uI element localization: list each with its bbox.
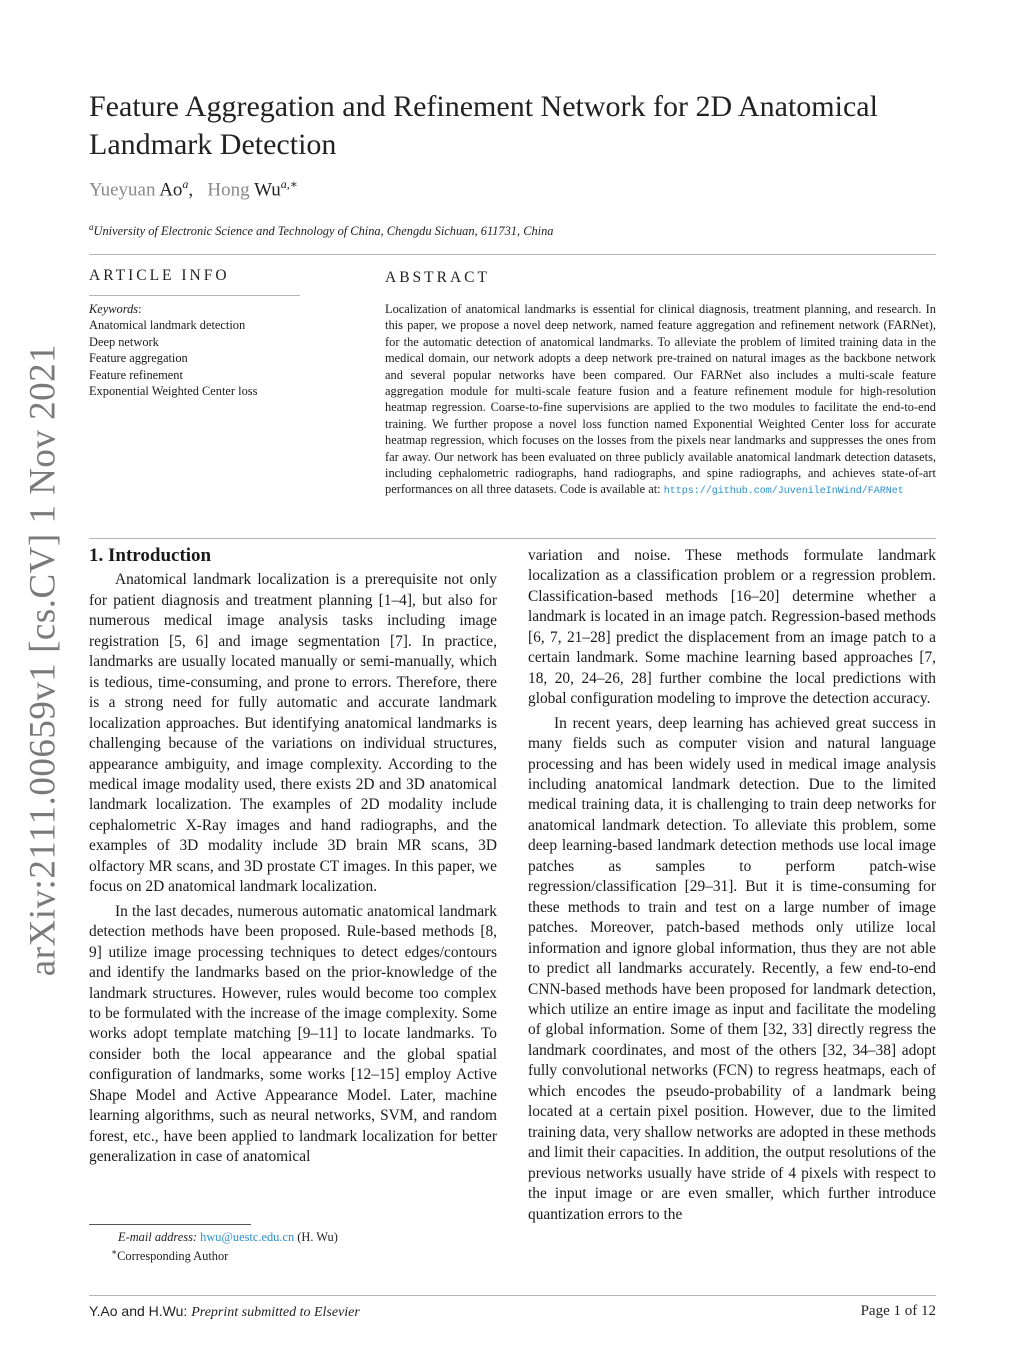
footer-divider: [89, 1295, 936, 1296]
left-column: [89, 546, 497, 1168]
keywords-block: [89, 301, 309, 399]
code-url-link[interactable]: https://github.com/JuvenileInWind/FARNet: [663, 486, 904, 498]
code-availability-prefix: Code is available at:: [559, 482, 664, 497]
email-link[interactable]: hwu@uestc.edu.cn: [200, 1230, 295, 1244]
intro-paragraph-1: Anatomical landmark localization is a prerequisite not only for patient diagnosis and treatment planning [1–4], but also for numerous medical image analysis tasks including image registration [5, 6] and image segmentation [7]. In practice, landmarks are usually located manually or semi-manually, which is tedious, time-consuming, and prone to errors. Therefore, there is a strong need for fully automatic and accurate landmark localization approaches. But identifying anatomical landmarks is challenging because of the variations on individual structures, appearance ambiguity, and image complexity. According to the medical image modality used, there exists 2D and 3D anatomical landmark localization. The examples of 2D modality include cephalometric X-Ray images and hand radiographs, and the examples of 3D modality include 3D brain MR scans, 3D olfactory MR scans, and 3D prostate CT images. In this paper, we focus on 2D anatomical landmark localization.: [89, 571, 497, 896]
page-number: Page 1 of 12: [860, 1303, 936, 1319]
author1-given-name: Yueyuan: [89, 179, 156, 201]
corresponding-mark: ∗: [111, 1247, 118, 1257]
footnote-corresponding: [111, 1247, 228, 1264]
keyword-item: Anatomical landmark detection: [89, 318, 246, 333]
footnote-email: [118, 1230, 338, 1245]
intro-paragraph-2: In the last decades, numerous automatic anatomical landmark detection methods have been proposed. Rule-based methods [8, 9] utilize image processing techniques to detect edges/contours and identify the landmarks based on the prior-knowledge of the landmark structures. However, rules would become too complex to be formulated with the increase of the image complexity. Some works adopt template matching [9–11] to locate landmarks. To consider both the local appearance and the global spatial configuration of landmarks, some works [12–15] employ Active Shape Model and Active Appearance Model. Later, machine learning algorithms, such as neural networks, SVM, and random forest, etc., have been applied to landmark localization for better generalization in case of anatomical: [89, 902, 497, 1166]
author2-given-name: Hong: [207, 179, 250, 201]
author1-affil-mark: a: [182, 177, 189, 191]
abstract-body: [385, 301, 936, 501]
arxiv-sidebar-stamp: [13, 343, 73, 977]
keyword-item: Deep network: [89, 334, 159, 349]
author2-family-name: Wu: [254, 179, 281, 201]
affiliation-text: University of Electronic Science and Technology of China, Chengdu Sichuan, 611731, China: [93, 224, 554, 239]
email-label: E-mail address:: [118, 1230, 198, 1244]
footer-authors: Y.Ao and H.Wu:: [89, 1303, 192, 1319]
keyword-item: Exponential Weighted Center loss: [89, 384, 258, 399]
email-owner: (H. Wu): [297, 1230, 338, 1244]
header-divider: [89, 254, 936, 255]
footer-running-head: [89, 1303, 360, 1321]
footnote-divider: [89, 1224, 251, 1225]
author-list: Yueyuan Ao$^a$, Hong $Wu^{a,∗}$: [89, 177, 298, 201]
affiliation: [89, 222, 554, 239]
author2-affil-mark: a,∗: [280, 177, 298, 191]
corresponding-text: Corresponding Author: [117, 1249, 229, 1264]
title-line-1: Feature Aggregation and Refinement Network for 2D Anatomical: [89, 90, 878, 123]
intro-paragraph-4: In recent years, deep learning has achieved great success in many fields such as computer vision and natural language processing and has been widely used in medical image analysis including anatomical landmark detection. Due to the limited medical training data, it is challenging to train deep networks for anatomical landmark detection. To alleviate this problem, some deep learning-based landmark detection methods use local image patches as samples to perform patch-wise regression/classification [29–31]. But it is time-consuming for these methods to train and test on a large number of image patches. Moreover, patch-based methods only utilize local information and ignore global information, thus they are not able to predict all landmarks accurately. Recently, a few end-to-end CNN-based methods have been proposed for landmark detection, which utilize an entire image as input and facilitate the modeling of global information. Some of them [32, 33] directly regress the landmark coordinates, and most of the others [32, 34–38] adopt fully convolutional networks (FCN) to regress heatmaps, each of which encodes the pseudo-probability of a landmark being located at a certain pixel position. However, due to the limited training data, very shallow networks are adopted in these methods and limit their capacities. In addition, the output resolutions of the previous networks usually have stride of 4 pixels with respect to the input image or are even smaller, which further introduce quantization errors to the: [528, 714, 936, 1223]
abstract-divider: [89, 538, 936, 539]
keywords-label: Keywords: [89, 302, 139, 316]
title-line-2: Landmark Detection: [89, 128, 337, 161]
paper-title: [89, 88, 939, 164]
footer-preprint-note: Preprint submitted to Elsevier: [191, 1305, 360, 1320]
keyword-item: Feature aggregation: [89, 351, 188, 366]
arxiv-id: arXiv:2111.00659v1 [cs.CV] 1 Nov 2021: [22, 343, 64, 977]
keywords-label-line: Keywords:: [89, 302, 142, 316]
right-column: [528, 546, 936, 1225]
affiliation-mark: a: [89, 222, 94, 232]
article-info-divider: [89, 295, 300, 296]
author1-family-name: Ao: [159, 179, 183, 201]
abstract-heading: ABSTRACT: [385, 269, 490, 286]
article-info-heading: ARTICLE INFO: [89, 267, 230, 284]
abstract-text: Localization of anatomical landmarks is essential for clinical diagnosis, treatment planning, and research. In this paper, we propose a novel deep network, named feature aggregation and refinement network (FARNet), for the automatic detection of anatomical landmarks. To alleviate the problem of limited training data in the medical domain, our network adopts a deep network pre-trained on natural images as the backbone network and several popular networks have been compared. Our FARNet also includes a multi-scale feature aggregation module for multi-scale feature fusion and a feature refinement module for high-resolution heatmap regression. Coarse-to-fine supervisions are applied to the two modules to facilitate the end-to-end training. We further propose a novel loss function named Exponential Weighted Center loss for accurate heatmap regression, which focuses on the losses from the pixels near landmarks and suppresses the ones from far away. Our network has been evaluated on three publicly available anatomical landmark detection datasets, including cephalometric radiographs, hand radiographs, and spine radiographs, and achieves state-of-art performances on all three datasets.: [385, 302, 936, 497]
section-heading-introduction: 1. Introduction: [89, 545, 212, 566]
keyword-item: Feature refinement: [89, 367, 183, 382]
intro-paragraph-3: variation and noise. These methods formulate landmark localization as a classification problem or a regression problem. Classification-based methods [16–20] determine whether a landmark is located in an image patch. Regression-based methods [6, 7, 21–28] predict the displacement from an image patch to a certain landmark. Some machine learning based approaches [7, 18, 20, 24–26, 28] further combine the local predictions with global configuration modeling to improve the detection accuracy.: [528, 547, 936, 708]
